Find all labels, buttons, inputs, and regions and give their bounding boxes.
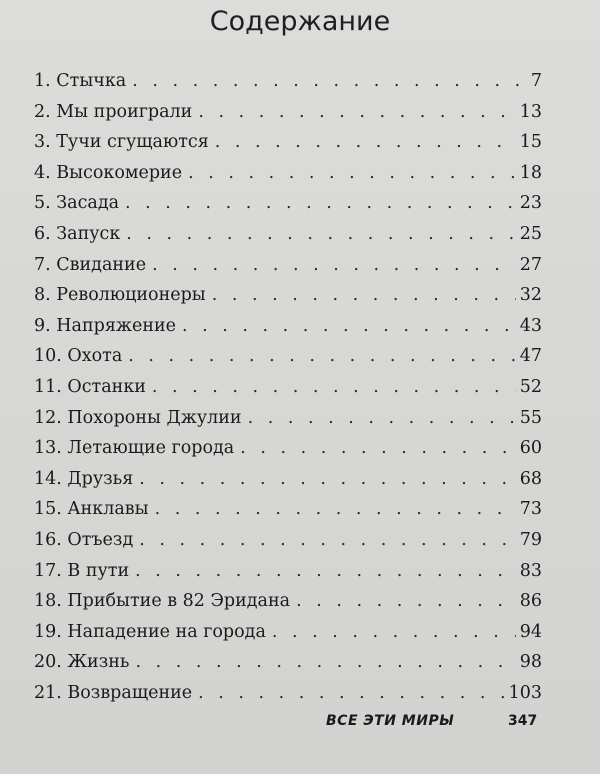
dot-leader [240,433,516,464]
toc-entry-title: 13. Летающие города [34,438,235,459]
dot-leader [126,219,515,250]
toc-entry-title: 9. Напряжение [34,315,176,336]
toc-entry-page: 47 [519,346,542,367]
toc-entry [34,647,542,678]
toc-entry [34,494,542,525]
toc-entry-title: 1. Стычка [34,71,127,91]
toc-entry-title: 10. Охота [34,346,123,367]
toc-entry [34,311,542,342]
toc-entry [34,678,542,709]
toc-entry-page: 60 [519,438,542,459]
toc-entry-page: 68 [519,468,542,489]
toc-entry-page: 13 [519,101,542,122]
dot-leader [135,647,515,678]
toc-entry-page: 94 [519,621,542,642]
dot-leader [272,617,516,648]
toc-entry [34,219,542,250]
toc-entry-title: 18. Прибытие в 82 Эридана [34,591,291,612]
toc-entry-page: 15 [519,132,542,153]
toc-entry-page: 25 [519,223,542,244]
toc-entry-title: 17. В пути [34,560,130,581]
dot-leader [132,66,527,97]
toc-entry [34,556,542,587]
toc-entry [34,525,542,556]
toc-entry [34,433,542,464]
running-footer-book-title: ВСЕ ЭТИ МИРЫ [326,713,455,729]
dot-leader [198,678,504,709]
dot-leader [296,586,516,617]
toc-entry-page: 83 [519,560,542,581]
toc-entry [34,250,542,281]
dot-leader [182,311,516,342]
toc-entry-page: 27 [519,254,542,275]
dot-leader [198,97,515,128]
toc-entry-title: 19. Нападение на города [34,621,266,642]
toc-entry-title: 8. Революционеры [34,285,206,306]
toc-entry [34,464,542,495]
toc-entry [34,66,542,97]
toc-entry-title: 2. Мы проиграли [34,101,193,122]
dot-leader [139,525,515,556]
toc-entry-title: 7. Свидание [34,254,147,275]
page-number: 347 [508,713,538,729]
toc-entry-page: 23 [519,193,542,214]
toc-entry [34,188,542,219]
toc-entry-page: 55 [519,407,542,428]
toc-entry [34,617,542,648]
dot-leader [152,250,516,281]
toc-entry-title: 14. Друзья [34,468,134,489]
toc-entry-title: 4. Высокомерие [34,162,183,183]
toc-entry-page: 7 [530,71,542,91]
dot-leader [135,556,516,587]
toc-entry [34,341,542,372]
toc-entry [34,403,542,434]
toc-entry-title: 16. Отъезд [34,529,134,550]
toc-entry [34,372,542,403]
toc-entry-title: 11. Останки [34,376,146,397]
toc-entry [34,280,542,311]
toc-entry [34,127,542,158]
dot-leader [155,494,516,525]
dot-leader [215,127,516,158]
dot-leader [128,341,515,372]
toc-entry [34,586,542,617]
toc-entry-title: 6. Запуск [34,223,121,244]
dot-leader [188,158,516,189]
page-footer [0,713,600,735]
toc-entry [34,158,542,189]
toc-entry-page: 18 [519,162,542,183]
dot-leader [248,403,516,434]
toc-entry-title: 5. Засада [34,193,120,214]
toc-entry [34,97,542,128]
toc-entry-title: 12. Похороны Джулии [34,407,242,428]
toc-entry-page: 43 [519,315,542,336]
dot-leader [212,280,516,311]
table-of-contents [34,66,542,708]
page-title: Содержание [209,6,391,37]
toc-entry-page: 79 [519,529,542,550]
toc-entry-title: 3. Тучи сгущаются [34,132,209,153]
toc-entry-page: 98 [519,652,542,673]
toc-entry-title: 15. Анклавы [34,499,149,520]
toc-entry-title: 20. Жизнь [34,652,130,673]
dot-leader [152,372,516,403]
toc-entry-page: 103 [508,682,542,703]
toc-entry-page: 73 [519,499,542,520]
dot-leader [139,464,515,495]
dot-leader [125,188,516,219]
toc-entry-page: 32 [519,285,542,306]
toc-entry-title: 21. Возвращение [34,682,193,703]
toc-entry-page: 86 [519,591,542,612]
toc-entry-page: 52 [519,376,542,397]
